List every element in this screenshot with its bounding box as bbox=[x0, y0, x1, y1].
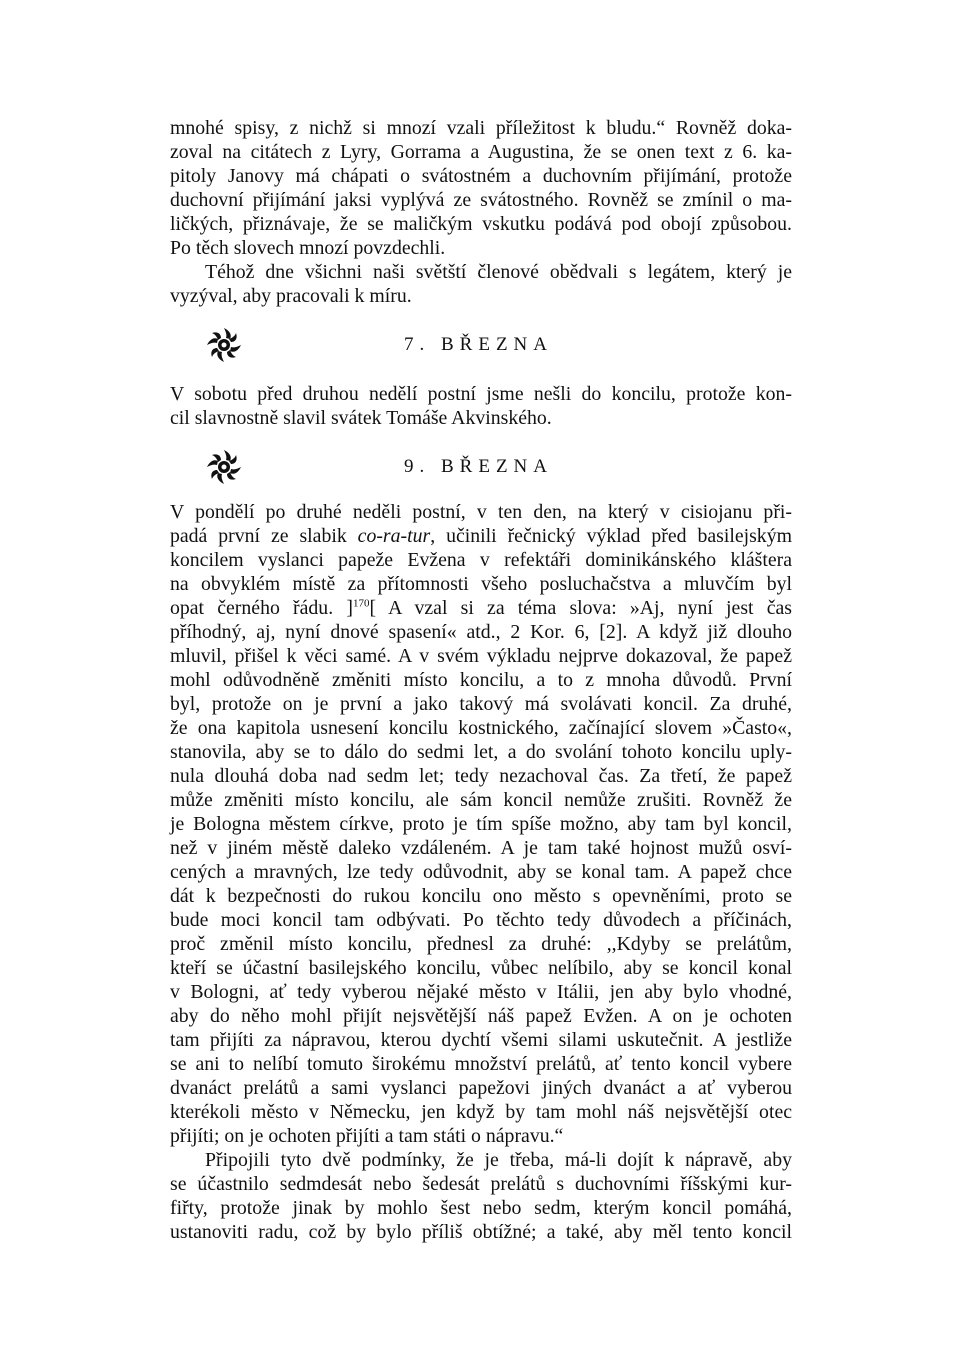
text-line: bude moci koncil tam odbývati. Po těchto tedy důvodech a příčinách, bbox=[170, 909, 792, 931]
text-run: opat černého řádu. ] bbox=[170, 597, 353, 619]
text-line bbox=[170, 596, 792, 620]
text-line: dvanáct prelátů a sami vyslanci papežovi jiných dvanáct a ať vyberou bbox=[170, 1077, 792, 1099]
ornament-icon bbox=[204, 447, 244, 487]
date-heading-2 bbox=[0, 447, 960, 487]
date-heading-1 bbox=[0, 325, 960, 365]
text-line: Téhož dne všichni naši světští členové obědvali s legátem, který je bbox=[205, 261, 792, 283]
text-line: fiřty, protože jinak by mohlo šest nebo sedm, kterým koncil pomáhá, bbox=[170, 1197, 792, 1219]
text-line: je Bologna městem církve, proto je tím spíše možno, aby tam byl koncil, bbox=[170, 813, 792, 835]
text-line: může změniti místo koncilu, ale sám koncil nemůže zrušiti. Rovněž že bbox=[170, 789, 792, 811]
text-line: mnohé spisy, z nichž si mnozí vzali příležitost k bludu.“ Rovněž doka- bbox=[170, 117, 792, 139]
text-line: kterékoli město v Německu, jen když by tam mohl náš nejsvětější otec bbox=[170, 1101, 792, 1123]
text-line: dát k bezpečnosti do rukou koncilu ono město s opevněními, proto se bbox=[170, 885, 792, 907]
text-line: kteří se účastní basilejského koncilu, vůbec nelíbilo, aby se koncil konal bbox=[170, 957, 792, 979]
text-line: že ona kapitola usnesení koncilu kostnického, začínající slovem »Často«, bbox=[170, 717, 792, 739]
page-marker: 170 bbox=[352, 597, 370, 610]
text-line: vyzýval, aby pracovali k míru. bbox=[170, 285, 412, 307]
text-line: cených a mravných, lze tedy odůvodnit, aby se konal tam. A papež chce bbox=[170, 861, 792, 883]
text-line: v Bologni, ať tedy vyberou nějaké město v Itálii, jen aby bylo vhodné, bbox=[170, 981, 792, 1003]
text-line: Připojili tyto dvě podmínky, že je třeba, má-li dojít k nápravě, aby bbox=[205, 1149, 792, 1171]
text-line: pitoly Janovy má chápati o svátostném a duchovním přijímání, protože bbox=[170, 165, 792, 187]
text-line: přijíti; on je ochoten přijíti a tam státi o nápravu.“ bbox=[170, 1125, 564, 1147]
text-line: stanovila, aby se to dálo do sedmi let, a do svolání tohoto koncilu uply- bbox=[170, 741, 792, 763]
text-line: ličkých, přiznávaje, že se maličkým vskutku podává pod obojí způsobou. bbox=[170, 213, 792, 235]
date-label: 7. BŘEZNA bbox=[404, 334, 553, 355]
text-line: byl, protože on je první a jako takový má svolávati koncil. Za druhé, bbox=[170, 693, 792, 715]
text-line: aby do něho mohl přijít nejsvětější náš papež Evžen. A on je ochoten bbox=[170, 1005, 792, 1027]
text-line: na obvyklém místě za přítomnosti všeho posluchačstva a mluvčím byl bbox=[170, 573, 792, 595]
date-label: 9. BŘEZNA bbox=[404, 456, 553, 477]
italic-syllables: co-ra-tur bbox=[357, 525, 431, 547]
text-line: nula dlouhá doba nad sedm let; tedy nezachoval čas. Za třetí, že papež bbox=[170, 765, 792, 787]
text-line: tam přijíti za nápravou, kterou dychtí všemi silami uskutečnit. A jestliže bbox=[170, 1029, 792, 1051]
text-line: se účastnilo sedmdesát nebo šedesát prelátů s duchovními říšskými kur- bbox=[170, 1173, 792, 1195]
text-run: , učinili řečnický výklad před basilejským bbox=[430, 525, 792, 547]
text-line: mohl odůvodněně změniti místo koncilu, a to z mnoha důvodů. První bbox=[170, 669, 792, 691]
text-line: duchovní přijímání jaksi vyplývá ze svátostného. Rovněž se zmínil o ma- bbox=[170, 189, 792, 211]
text-line bbox=[170, 524, 792, 548]
text-line: mluvil, přišel k věci samé. A v svém výkladu nejprve dokazoval, že papež bbox=[170, 645, 792, 667]
text-run: padá první ze slabik bbox=[170, 525, 358, 547]
text-line: koncilem vyslanci papeže Evžena v refektáři dominikánského kláštera bbox=[170, 549, 792, 571]
ornament-icon bbox=[204, 325, 244, 365]
text-run: [ A vzal si za téma slova: »Aj, nyní jest čas bbox=[369, 597, 792, 619]
text-line: zoval na citátech z Lyry, Gorrama a Augustina, že se onen text z 6. ka- bbox=[170, 141, 792, 163]
text-line: ustanoviti radu, což by bylo příliš obtížné; a také, aby měl tento koncil bbox=[170, 1221, 792, 1243]
text-line: proč změnil místo koncilu, přednesl za druhé: ,,Kdyby se prelátům, bbox=[170, 933, 792, 955]
text-line: V pondělí po druhé neděli postní, v ten den, na který v cisiojanu při- bbox=[170, 501, 792, 523]
text-line: se ani to nelíbí tomuto širokému množství prelátů, ať tento koncil vybere bbox=[170, 1053, 792, 1075]
text-line: cil slavnostně slavil svátek Tomáše Akvinského. bbox=[170, 407, 552, 429]
text-line: V sobotu před druhou nedělí postní jsme nešli do koncilu, protože kon- bbox=[170, 383, 792, 405]
text-line: Po těch slovech mnozí povzdechli. bbox=[170, 237, 446, 259]
text-line: příhodný, aj, nyní dnové spasení« atd., 2 Kor. 6, [2]. A když již dlouho bbox=[170, 621, 792, 643]
text-line: než v jiném městě daleko vzdáleném. A je tam také hojnost mužů osví- bbox=[170, 837, 792, 859]
